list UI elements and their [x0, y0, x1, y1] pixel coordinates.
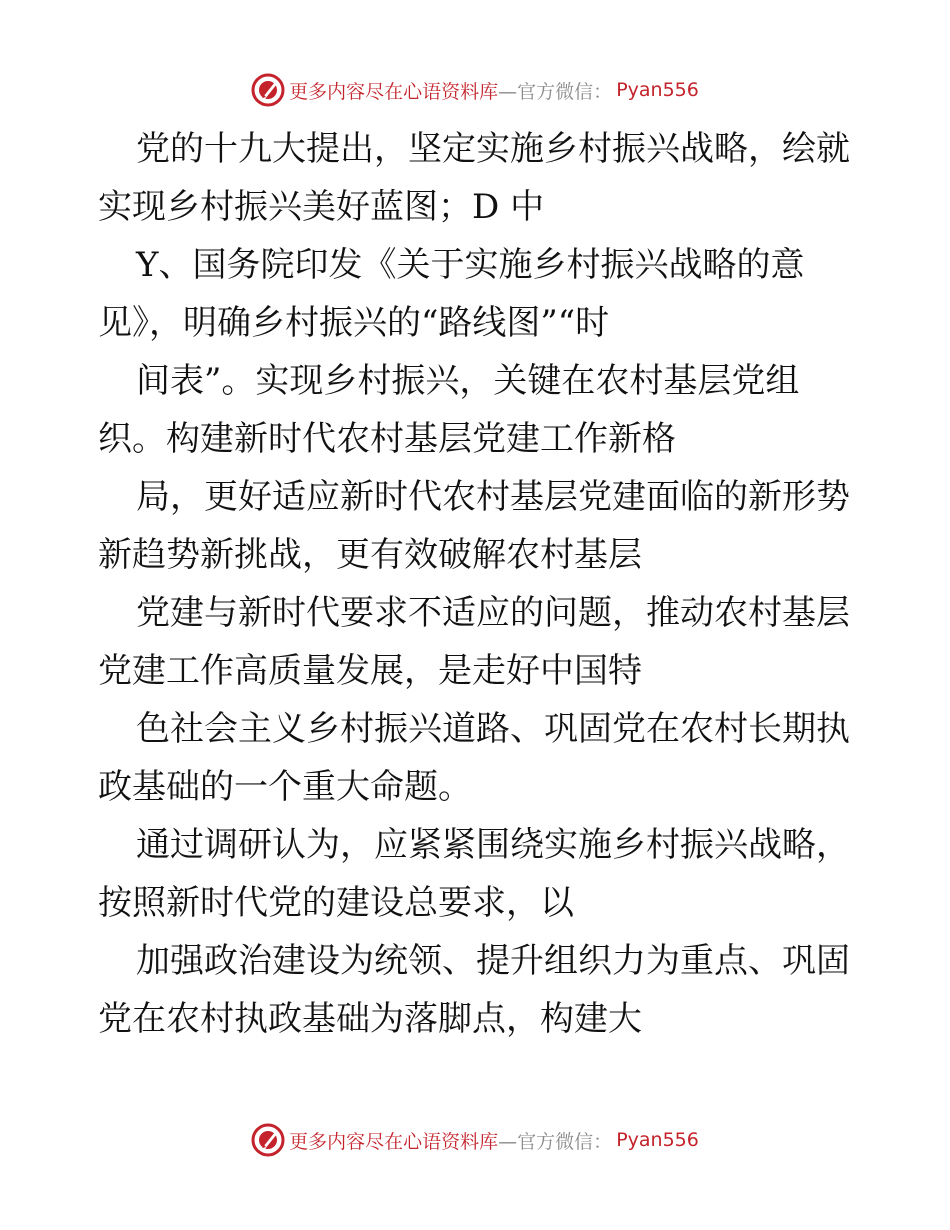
body-line: 织。构建新时代农村基层党建工作新格 [98, 419, 676, 459]
header-banner [0, 70, 950, 110]
body-line: 新趋势新挑战，更有效破解农村基层 [98, 535, 642, 575]
header-slogan: 更多内容尽在心语资料库 [289, 80, 499, 103]
footer-wechat-id: Pyan556 [616, 1129, 699, 1151]
body-line: 见》，明确乡村振兴的“路线图”“时 [98, 303, 610, 343]
footer-wechat-label: —官方微信： [498, 1130, 613, 1153]
body-line: 党建与新时代要求不适应的问题，推动农村基层 [136, 593, 850, 633]
document-body [98, 120, 868, 1048]
footer-slogan: 更多内容尽在心语资料库 [289, 1130, 499, 1153]
header-wechat-id: Pyan556 [616, 79, 699, 101]
body-line: 实现乡村振兴美好蓝图；D 中 [98, 187, 545, 227]
body-line: 按照新时代党的建设总要求，以 [98, 883, 574, 923]
body-line: 党在农村执政基础为落脚点，构建大 [98, 999, 642, 1039]
body-line: 党的十九大提出，坚定实施乡村振兴战略，绘就 [136, 129, 850, 169]
body-line: 通过调研认为，应紧紧围绕实施乡村振兴战略， [136, 825, 850, 865]
body-line: Y、国务院印发《关于实施乡村振兴战略的意 [136, 245, 805, 285]
pen-logo-icon [251, 73, 285, 107]
body-line: 党建工作高质量发展，是走好中国特 [98, 651, 642, 691]
body-line: 加强政治建设为统领、提升组织力为重点、巩固 [136, 941, 850, 981]
footer-banner [0, 1120, 950, 1160]
body-line: 局，更好适应新时代农村基层党建面临的新形势 [136, 477, 850, 517]
body-line: 间表”。实现乡村振兴，关键在农村基层党组 [136, 361, 800, 401]
body-line: 色社会主义乡村振兴道路、巩固党在农村长期执 [136, 709, 850, 749]
body-line: 政基础的一个重大命题。 [98, 767, 472, 807]
header-wechat-label: —官方微信： [498, 80, 613, 103]
pen-logo-icon [251, 1123, 285, 1157]
